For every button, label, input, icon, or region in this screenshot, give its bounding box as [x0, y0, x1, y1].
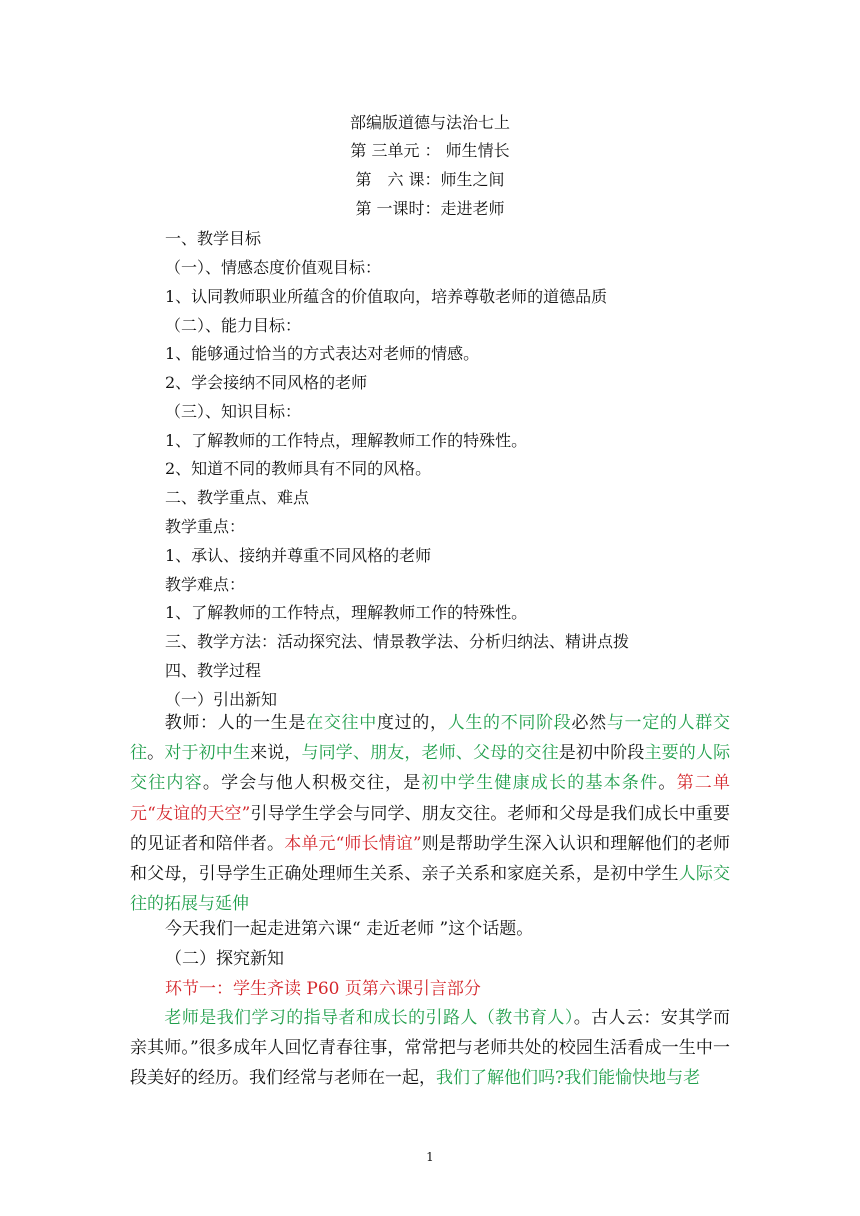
list-item: 2、学会接纳不同风格的老师	[165, 373, 368, 392]
subsection-heading: （一）、情感态度价值观目标：	[165, 258, 382, 277]
doc-title: 部编版道德与法治七上	[349, 113, 510, 132]
list-item: 1、认同教师职业所蕴含的价值取向，培养尊敬老师的道德品质	[165, 287, 608, 306]
subsection-heading: 教学重点：	[165, 517, 246, 536]
list-item: 1、能够通过恰当的方式表达对老师的情感。	[165, 344, 480, 363]
lesson-title: 第 六 课：师生之间	[355, 170, 505, 189]
step-heading: 环节一：学生齐读 P60 页第六课引言部分	[165, 979, 481, 999]
subsection-heading: （一）引出新知	[165, 690, 278, 709]
list-item: 1、了解教师的工作特点，理解教师工作的特殊性。	[165, 603, 528, 622]
section-heading: 三、教学方法：活动探究法、情景教学法、分析归纳法、精讲点拨	[165, 632, 630, 651]
subsection-heading: （二）、能力目标：	[165, 316, 302, 335]
section-heading: 四、教学过程	[165, 661, 262, 680]
today-line: 今天我们一起走进第六课“ 走近老师 ”这个话题。	[165, 919, 534, 939]
section-heading: 二、教学重点、难点	[165, 488, 310, 507]
period-title: 第 一课时：走进老师	[355, 199, 505, 218]
page-number: 1	[426, 1150, 434, 1164]
list-item: 1、了解教师的工作特点，理解教师工作的特殊性。	[165, 431, 528, 450]
subsection-heading: （三）、知识目标：	[165, 402, 302, 421]
unit-title: 第 三单元 ： 师生情长	[350, 141, 510, 160]
list-item: 1、承认、接纳并尊重不同风格的老师	[165, 546, 432, 565]
intro-paragraph: 教师：人的一生是在交往中度过的，人生的不同阶段必然与一定的人群交往。对于初中生来说，与同学、朋友，老师、父母的交往是初中阶段主要的人际交往内容。学会与他人积极交往，是初中学生健康成长的基本条件。第二单元“友谊的天空”引导学生学会与同学、朋友交往。老师和父母是我们成长中重要的见证者和陪伴者。本单元“师长情谊”则是帮助学生深入认识和理解他们的老师和父母，引导学生正确处理师生关系、亲子关系和家庭关系，是初中学生人际交往的拓展与延伸	[130, 713, 731, 915]
subsection-heading: （二）探究新知	[165, 949, 284, 969]
list-item: 2、知道不同的教师具有不同的风格。	[165, 459, 432, 478]
subsection-heading: 教学难点：	[165, 575, 246, 594]
section-heading: 一、教学目标	[165, 229, 262, 248]
teacher-paragraph: 老师是我们学习的指导者和成长的引路人（教书育人）。古人云：安其学而亲其师。”很多成年人回忆青春往事，常常把与老师共处的校园生活看成一生中一段美好的经历。我们经常与老师在一起，我们了解他们吗?我们能愉快地与老	[130, 1008, 731, 1089]
